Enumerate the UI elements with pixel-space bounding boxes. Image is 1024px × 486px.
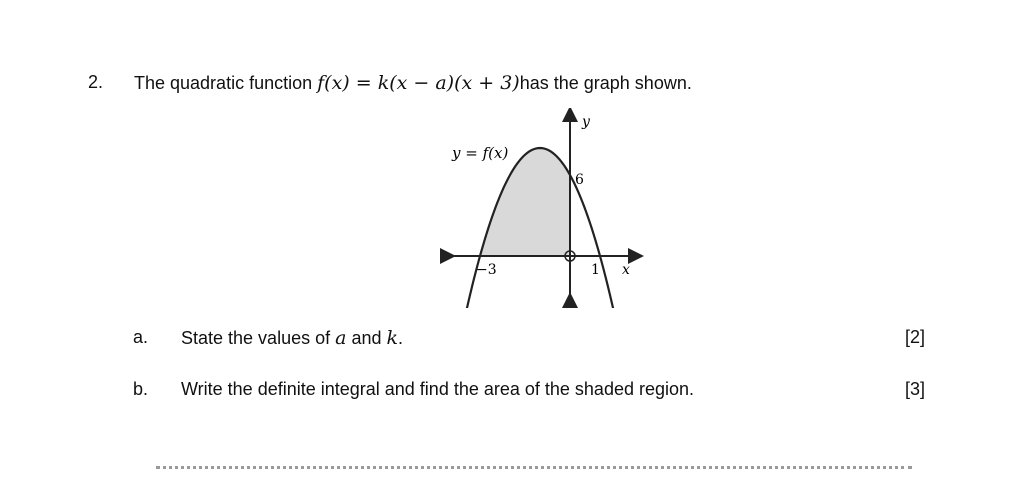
question-text — [134, 72, 692, 94]
question-intro: The quadratic function — [134, 73, 318, 93]
part-b-text: Write the definite integral and find the area of the shaded region. — [181, 379, 695, 399]
part-b-marks: [3] — [905, 379, 926, 399]
y-intercept-label: 6 — [575, 172, 584, 188]
part-a-marks: [2] — [905, 327, 926, 347]
y-axis-label: y — [582, 114, 590, 130]
function-expression: f(x) = k(x − a)(x + 3) — [317, 72, 520, 94]
shaded-region — [480, 148, 570, 256]
curve-label: y = f(x) — [452, 144, 509, 162]
root-right-label: 1 — [591, 262, 600, 278]
root-left-label: −3 — [476, 262, 497, 278]
function-graph — [440, 108, 650, 308]
variable-k: k — [386, 327, 398, 349]
answer-line — [156, 466, 912, 469]
variable-a: a — [335, 327, 347, 349]
part-a-text — [181, 327, 403, 349]
question-number: 2. — [88, 72, 104, 92]
x-axis-label: x — [622, 262, 630, 278]
part-b-letter: b. — [133, 379, 149, 399]
part-a-text-before: State the values of — [181, 328, 336, 348]
question-after: has the graph shown. — [519, 73, 692, 93]
part-a-letter: a. — [133, 327, 149, 347]
part-a-text-mid: and — [346, 328, 387, 348]
part-a-text-after: . — [398, 328, 404, 348]
